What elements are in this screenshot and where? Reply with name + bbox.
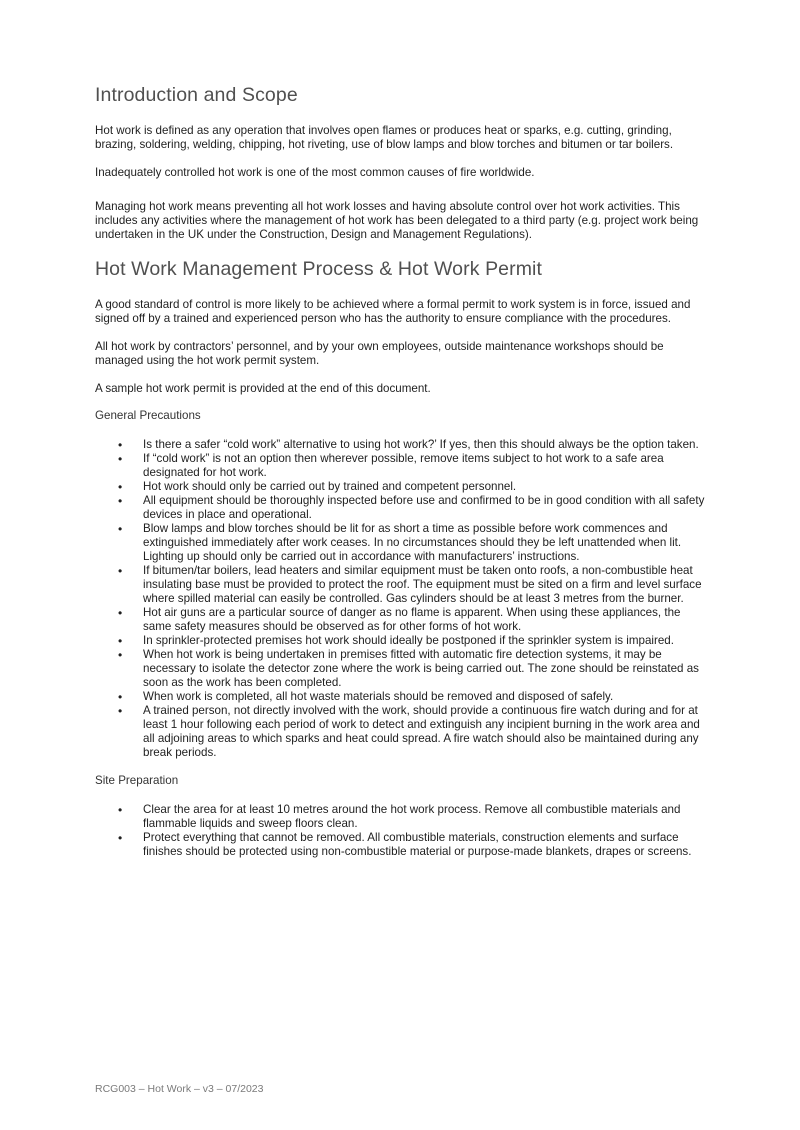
process-heading: Hot Work Management Process & Hot Work Permit xyxy=(95,258,543,280)
intro-paragraph-3: Managing hot work means preventing all hot work losses and having absolute control over hot work activities. This includes any activities where the management of hot work has been delegated to a third party (e.g. project work being undertaken in the UK under the Construction, Design and Management Regulations). xyxy=(95,200,699,241)
document-page xyxy=(95,0,710,859)
list-item: • All equipment should be thoroughly inspected before use and confirmed to be in good condition with all safety devices in place and operational. xyxy=(95,494,710,522)
intro-heading: Introduction and Scope xyxy=(95,84,298,106)
general-precautions-list xyxy=(95,438,710,760)
site-preparation-list xyxy=(95,803,710,859)
general-precautions-title: General Precautions xyxy=(95,409,201,422)
list-item: • If “cold work” is not an option then wherever possible, remove items subject to hot work to a safe area designated for hot work. xyxy=(95,452,710,480)
document-footer: RCG003 – Hot Work – v3 – 07/2023 xyxy=(95,1083,264,1095)
list-item: • In sprinkler-protected premises hot work should ideally be postponed if the sprinkler system is impaired. xyxy=(95,634,710,648)
list-item: • If bitumen/tar boilers, lead heaters and similar equipment must be taken onto roofs, a non-combustible heat insulating base must be provided to protect the roof. The equipment must be sited on a firm and level surface where spilled material can easily be controlled. Gas cylinders should be at least 3 metres from the burner. xyxy=(95,564,710,606)
list-item: • Hot air guns are a particular source of danger as no flame is apparent. When using these appliances, the same safety measures should be observed as for other forms of hot work. xyxy=(95,606,710,634)
list-item: • Clear the area for at least 10 metres around the hot work process. Remove all combustible materials and flammable liquids and sweep floors clean. xyxy=(95,803,710,831)
site-preparation-title: Site Preparation xyxy=(95,774,179,787)
list-item: • Protect everything that cannot be removed. All combustible materials, construction elements and surface finishes should be protected using non-combustible material or purpose-made blankets, drapes or screens. xyxy=(95,831,710,859)
list-item: • Hot work should only be carried out by trained and competent personnel. xyxy=(95,480,710,494)
list-item: • Blow lamps and blow torches should be lit for as short a time as possible before work commences and extinguished immediately after work ceases. In no circumstances should they be left unattended when lit. Lighting up should only be carried out in accordance with manufacturers’ instructions. xyxy=(95,522,710,564)
list-item: • When work is completed, all hot waste materials should be removed and disposed of safely. xyxy=(95,690,710,704)
intro-paragraph-1: Hot work is defined as any operation that involves open flames or produces heat or sparks, e.g. cutting, grinding, brazing, soldering, welding, chipping, hot riveting, use of blow lamps and blow torches and bitumen or tar boilers. xyxy=(95,124,674,151)
list-item: • When hot work is being undertaken in premises fitted with automatic fire detection systems, it may be necessary to isolate the detector zone where the work is being carried out. The zone should be reinstated as soon as the work has been completed. xyxy=(95,648,710,690)
list-item: • Is there a safer “cold work” alternative to using hot work?’ If yes, then this should always be the option taken. xyxy=(95,438,710,452)
process-paragraph-1: A good standard of control is more likely to be achieved where a formal permit to work system is in force, issued and signed off by a trained and experienced person who has the authority to ensure compliance with the procedures. xyxy=(95,298,691,325)
intro-paragraph-2: Inadequately controlled hot work is one of the most common causes of fire worldwide. xyxy=(95,166,535,179)
process-paragraph-2: All hot work by contractors’ personnel, and by your own employees, outside maintenance workshops should be managed using the hot work permit system. xyxy=(95,340,664,367)
process-paragraph-3: A sample hot work permit is provided at the end of this document. xyxy=(95,382,431,395)
list-item: • A trained person, not directly involved with the work, should provide a continuous fire watch during and for at least 1 hour following each period of work to detect and extinguish any incipient burning in the work area and all adjoining areas to which sparks and heat could spread. A fire watch should also be maintained during any break periods. xyxy=(95,704,710,760)
